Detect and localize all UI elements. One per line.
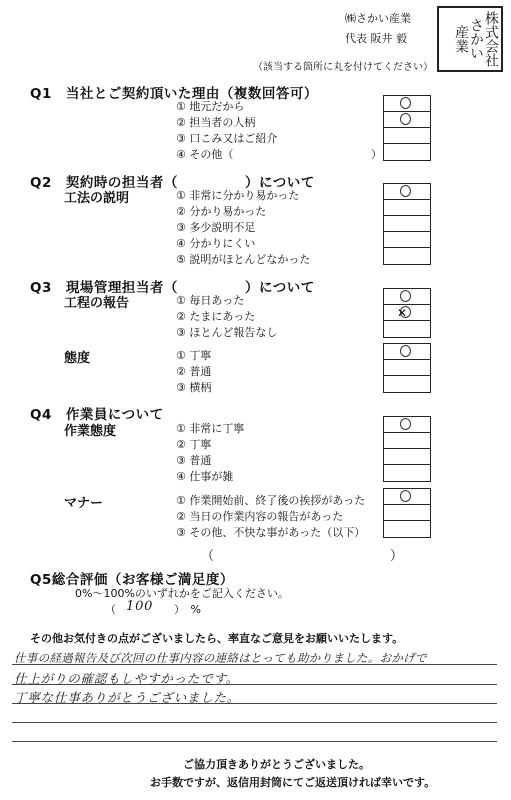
answer-cell[interactable] xyxy=(384,449,430,465)
comment-handwriting[interactable]: 仕事の経過報告及び次回の仕事内容の連絡はとっても助かりました。おかげで xyxy=(14,651,427,665)
q1-option: ③ 口こみ又はご紹介 xyxy=(176,132,278,145)
answer-cell[interactable] xyxy=(384,521,430,537)
q4-manner-option: ③ その他、不快な事があった（以下） xyxy=(176,526,366,539)
circle-mark-icon xyxy=(400,290,411,302)
q4-attitude-option: ② 丁寧 xyxy=(176,438,212,451)
q3-attitude-option: ② 普通 xyxy=(176,365,212,378)
q2-option: ④ 分かりにくい xyxy=(176,237,256,250)
circle-mark-icon xyxy=(400,490,411,502)
q1-option: ④ その他（ xyxy=(176,148,234,161)
answer-cell[interactable] xyxy=(384,289,430,305)
comment-line xyxy=(12,741,497,742)
q3-attitude-label: 態度 xyxy=(64,351,91,366)
q3-report-answer-box xyxy=(383,288,431,338)
q1-close-paren: ） xyxy=(371,148,382,161)
q5-value-open: （ xyxy=(105,603,116,616)
cross-mark-icon: ✕ xyxy=(397,306,408,320)
answer-cell[interactable] xyxy=(384,128,430,144)
q5-value-close: ） % xyxy=(174,603,201,616)
comment-line xyxy=(12,722,497,723)
q3-report-option: ③ ほとんど報告なし xyxy=(176,326,278,339)
q3-attitude-answer-box xyxy=(383,343,431,393)
circle-mark-icon xyxy=(400,185,411,197)
q3-report-option: ② たまにあった xyxy=(176,310,256,323)
answer-cell[interactable] xyxy=(384,200,430,216)
q4-manner-label: マナー xyxy=(64,496,104,511)
company-name: ㈱さかい産業 xyxy=(345,12,411,25)
q3-title: Q3 現場管理担当者（ xyxy=(30,280,178,296)
q1-option: ① 地元だから xyxy=(176,100,245,113)
circle-mark-icon xyxy=(400,97,411,109)
q2-option: ③ 多少説明不足 xyxy=(176,221,256,234)
q1-answer-box xyxy=(383,95,431,161)
company-seal-stamp: 株式会社 さかい 産業 xyxy=(437,6,503,72)
q2-subtitle: 工法の説明 xyxy=(64,191,130,206)
q3-attitude-option: ① 丁寧 xyxy=(176,349,212,362)
answer-cell[interactable] xyxy=(384,305,430,321)
q4-manner-answer-box xyxy=(383,488,431,538)
q1-title: Q1 当社とご契約頂いた理由（複数回答可） xyxy=(30,86,318,102)
answer-cell[interactable] xyxy=(384,216,430,232)
q4-attitude-option: ① 非常に丁寧 xyxy=(176,422,245,435)
answer-cell[interactable] xyxy=(384,344,430,360)
comment-handwriting[interactable]: 丁寧な仕事ありがとうございました。 xyxy=(14,690,241,705)
answer-cell[interactable] xyxy=(384,465,430,481)
q2-option: ① 非常に分かり易かった xyxy=(176,189,300,202)
answer-cell[interactable] xyxy=(384,112,430,128)
q4-attitude-label: 作業態度 xyxy=(64,424,117,439)
representative-name: 代表 阪井 毅 xyxy=(345,32,407,45)
q2-option: ② 分かり易かった xyxy=(176,205,267,218)
footer-request: お手数ですが、返信用封筒にてご返送頂ければ幸いです。 xyxy=(150,776,436,789)
q5-instruction: 0%～100%のいずれかをご記入ください。 xyxy=(75,587,289,600)
q4-manner-option: ② 当日の作業内容の報告があった xyxy=(176,510,344,523)
answer-cell[interactable] xyxy=(384,96,430,112)
q4-attitude-answer-box xyxy=(383,416,431,482)
q2-title: Q2 契約時の担当者（ xyxy=(30,175,178,191)
q4-manner-option: ① 作業開始前、終了後の挨拶があった xyxy=(176,494,366,507)
q5-score-value[interactable]: 100 xyxy=(126,599,154,614)
answer-cell[interactable] xyxy=(384,376,430,392)
q2-option: ⑤ 説明がほとんどなかった xyxy=(176,253,311,266)
answer-cell[interactable] xyxy=(384,184,430,200)
answer-cell[interactable] xyxy=(384,489,430,505)
q3-title-end: ）について xyxy=(245,280,315,296)
circle-mark-icon xyxy=(400,418,411,430)
answer-cell[interactable] xyxy=(384,321,430,337)
q2-title-end: ）について xyxy=(245,175,315,191)
circle-mark-icon xyxy=(400,113,411,125)
q3-report-option: ① 毎日あった xyxy=(176,294,245,307)
q4-attitude-option: ③ 普通 xyxy=(176,454,212,467)
answer-cell[interactable] xyxy=(384,505,430,521)
answer-cell[interactable] xyxy=(384,417,430,433)
q4-other-paren-close: ） xyxy=(390,549,404,564)
q3-report-label: 工程の報告 xyxy=(64,296,130,311)
answer-cell[interactable] xyxy=(384,433,430,449)
answer-cell[interactable] xyxy=(384,232,430,248)
comments-prompt: その他お気付きの点がございましたら、率直なご意見をお願いいたします。 xyxy=(30,632,404,645)
circle-mark-icon xyxy=(400,345,411,357)
q2-answer-box xyxy=(383,183,431,265)
instruction-text: （該当する箇所に丸を付けてください） xyxy=(253,62,433,73)
answer-cell[interactable] xyxy=(384,144,430,160)
q4-attitude-option: ④ 仕事が雑 xyxy=(176,470,234,483)
answer-cell[interactable] xyxy=(384,360,430,376)
answer-cell[interactable] xyxy=(384,248,430,264)
q5-title: Q5総合評価（お客様ご満足度） xyxy=(30,572,234,588)
q4-other-paren-open: （ xyxy=(201,549,215,564)
comment-handwriting[interactable]: 仕上がりの確認もしやすかったです。 xyxy=(14,671,240,686)
q1-option: ② 担当者の人柄 xyxy=(176,116,256,129)
q4-title: Q4 作業員について xyxy=(30,407,164,423)
footer-thanks: ご協力頂きありがとうございました。 xyxy=(183,758,370,771)
q3-attitude-option: ③ 横柄 xyxy=(176,381,212,394)
